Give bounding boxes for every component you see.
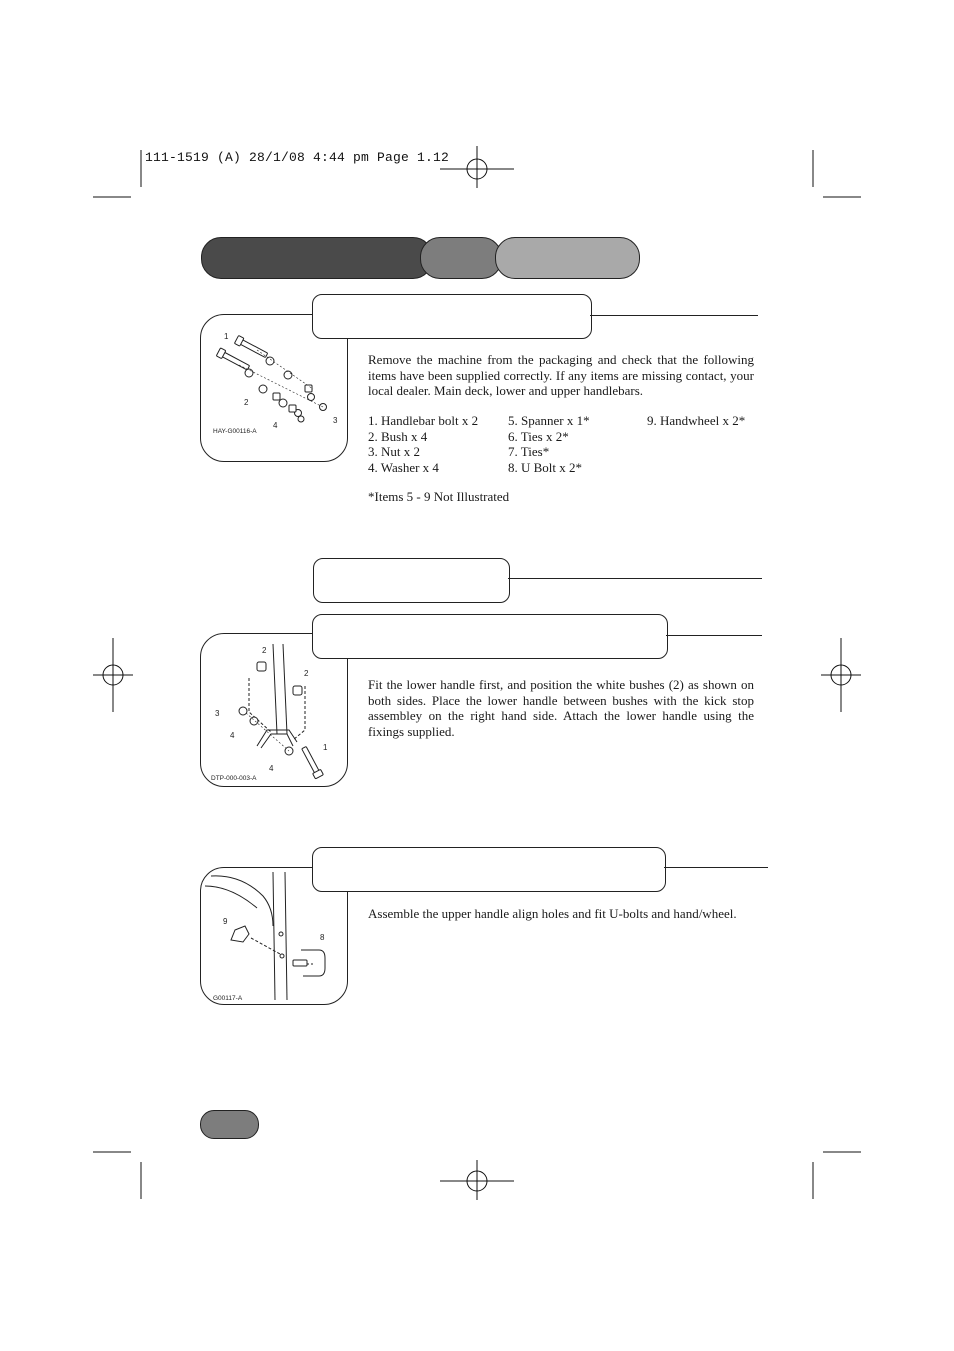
print-slug: 111-1519 (A) 28/1/08 4:44 pm Page 1.12	[145, 150, 450, 165]
section2-title-rule	[508, 578, 762, 579]
section2-rule	[666, 635, 762, 636]
section2-heading-box	[312, 614, 668, 659]
section3-rule	[664, 867, 768, 868]
parts-list-item: 7. Ties*	[508, 444, 550, 459]
section1-heading-box	[312, 294, 592, 339]
figure-code: G00117-A	[213, 995, 243, 1002]
parts-list-col1	[368, 413, 478, 475]
header-pill-dark	[201, 237, 433, 279]
figure-label: 1	[323, 743, 328, 752]
figure-label: 2	[244, 398, 249, 407]
page-number-pill	[200, 1110, 259, 1139]
section1-rule	[590, 315, 758, 316]
figure-label: 4	[269, 764, 274, 773]
section2-title-box	[313, 558, 510, 603]
parts-list-item: 3. Nut x 2	[368, 444, 420, 459]
parts-list-item: 6. Ties x 2*	[508, 428, 569, 444]
parts-list-item: 1. Handlebar bolt x 2	[368, 413, 479, 428]
figure-code: DTP-000-003-A	[211, 775, 257, 782]
parts-list-item: 4. Washer x 4	[368, 459, 439, 475]
parts-list-item: 8. U Bolt x 2*	[508, 459, 583, 475]
parts-list-item: 5. Spanner x 1*	[508, 413, 590, 428]
not-illustrated-note: *Items 5 - 9 Not Illustrated	[368, 489, 510, 504]
parts-list-col3	[647, 413, 745, 429]
figure-label: 4	[230, 731, 235, 740]
figure-label: 4	[273, 421, 278, 430]
section3-heading-box	[312, 847, 666, 892]
parts-list-col2	[508, 413, 590, 475]
header-pill-light	[495, 237, 640, 279]
section2-text: Fit the lower handle first, and position the white bushes (2) as shown on both sides. Place the lower handle between bushes with the kick stop assembley on the right hand side. Attach the lower handle using the fixings supplied.	[368, 677, 754, 739]
figure-label: 9	[223, 917, 228, 926]
figure-label: 3	[333, 416, 338, 425]
section1-intro: Remove the machine from the packaging and check that the following items have been supplied correctly. If any items are missing contact, your local dealer. Main deck, lower and upper handlebars.	[368, 352, 754, 398]
figure-label: 1	[224, 332, 229, 341]
parts-list-item: 9. Handwheel x 2*	[647, 413, 746, 428]
figure-label: 2	[262, 646, 267, 655]
figure-label: 8	[320, 933, 325, 942]
figure-code: HAY-G00116-A	[213, 428, 257, 435]
figure-label: 3	[215, 709, 220, 718]
figure-label: 2	[304, 669, 309, 678]
parts-list-item: 2. Bush x 4	[368, 428, 428, 444]
section3-text: Assemble the upper handle align holes and fit U-bolts and hand/wheel.	[368, 906, 737, 921]
header-pill-mid	[420, 237, 502, 279]
